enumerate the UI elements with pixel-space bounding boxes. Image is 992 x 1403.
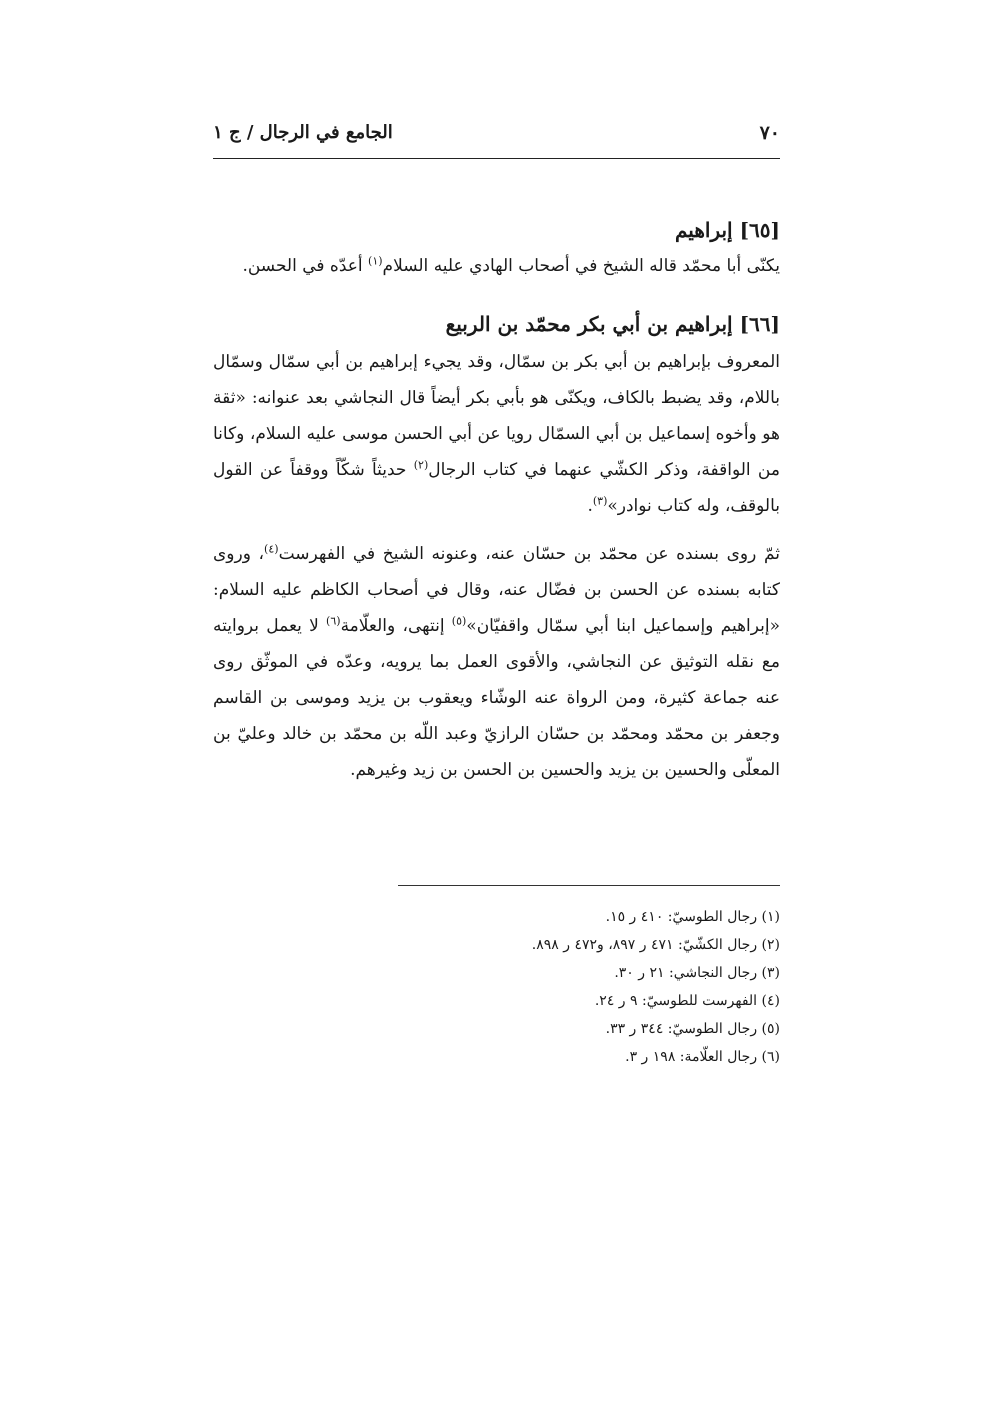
- entry-66: [213, 306, 780, 788]
- footnote-item: (٦) رجال العلّامة: ١٩٨ ر ٣.: [625, 1049, 780, 1065]
- footnote-marker: (١): [368, 254, 383, 268]
- entry-65: [213, 212, 780, 284]
- footnote-item: (٢) رجال الكشّيّ: ٤٧١ ر ٨٩٧، و٤٧٢ ر ٨٩٨.: [531, 937, 780, 953]
- footnote-item: (٣) رجال النجاشي: ٢١ ر ٣٠.: [614, 965, 780, 981]
- book-title: الجامع في الرجال / ج ١: [213, 122, 393, 143]
- footnote-marker: (٥): [451, 614, 467, 628]
- footnotes-list: [213, 903, 780, 1071]
- entry-heading: [٦٦] إبراهيم بن أبي بكر محمّد بن الربيع: [445, 312, 780, 336]
- entry-paragraph: ثمّ روى بسنده عن محمّد بن حسّان عنه، وعنونه الشيخ في الفهرست$^{(٤)}$، وروى كتابه بسنده عن الحسن بن فضّال عنه، وقال في أصحاب الكاظم عليه السلام: «إبراهيم وإسماعيل ابنا أبي سمّال واقفيّان»$^{(٥)}$ إنتهى، والعلّامة$^{(٦)}$ لا يعمل بروايته مع نقله التوثيق عن النجاشي، والأقوى العمل بما يرويه، وعدّه في الموثّق روى عنه جماعة كثيرة، ومن الرواة عنه الوشّاء ويعقوب بن يزيد وموسى بن القاسم وجعفر بن محمّد ومحمّد بن حسّان الرازيّ وعبد اللّه بن محمّد بن خالد وعليّ بن المعلّى والحسين بن يزيد والحسين بن الحسن بن زيد وغيرهم.: [213, 542, 781, 780]
- footnote-marker: (٣): [592, 494, 608, 508]
- running-header: [213, 118, 780, 159]
- footnote-item: (٤) الفهرست للطوسيّ: ٩ ر ٢٤.: [594, 993, 780, 1009]
- entry-paragraph: المعروف بإبراهيم بن أبي بكر بن سمّال، وقد يجيء إبراهيم بن أبي سمّال وسمّال باللام، وقد يضبط بالكاف، ويكنّى هو بأبي بكر أيضاً قال النجاشي بعد عنوانه: «ثقة هو وأخوه إسماعيل بن أبي السمّال رويا عن أبي الحسن موسى عليه السلام، وكانا من الواقفة، وذكر الكشّي عنهما في كتاب الرجال$^{(٢)}$ حديثاً شكّاً ووقفاً عن القول بالوقف، وله كتاب نوادر»$^{(٣)}$.: [213, 352, 780, 516]
- entry-heading: [٦٥] إبراهيم: [675, 218, 780, 242]
- footnote-marker: (٢): [413, 458, 429, 472]
- main-text: [213, 212, 780, 788]
- footnote-marker: (٤): [264, 542, 279, 556]
- page-number: ٧٠: [759, 122, 780, 144]
- footnote-item: (١) رجال الطوسيّ: ٤١٠ ر ١٥.: [605, 909, 780, 925]
- footnote-item: (٥) رجال الطوسيّ: ٣٤٤ ر ٣٣.: [605, 1021, 780, 1037]
- entry-paragraph: يكنّى أبا محمّد قاله الشيخ في أصحاب الهادي عليه السلام$^{(١)}$ أعدّه في الحسن.: [242, 254, 780, 276]
- footnote-divider: [398, 885, 780, 886]
- footnote-marker: (٦): [326, 614, 341, 628]
